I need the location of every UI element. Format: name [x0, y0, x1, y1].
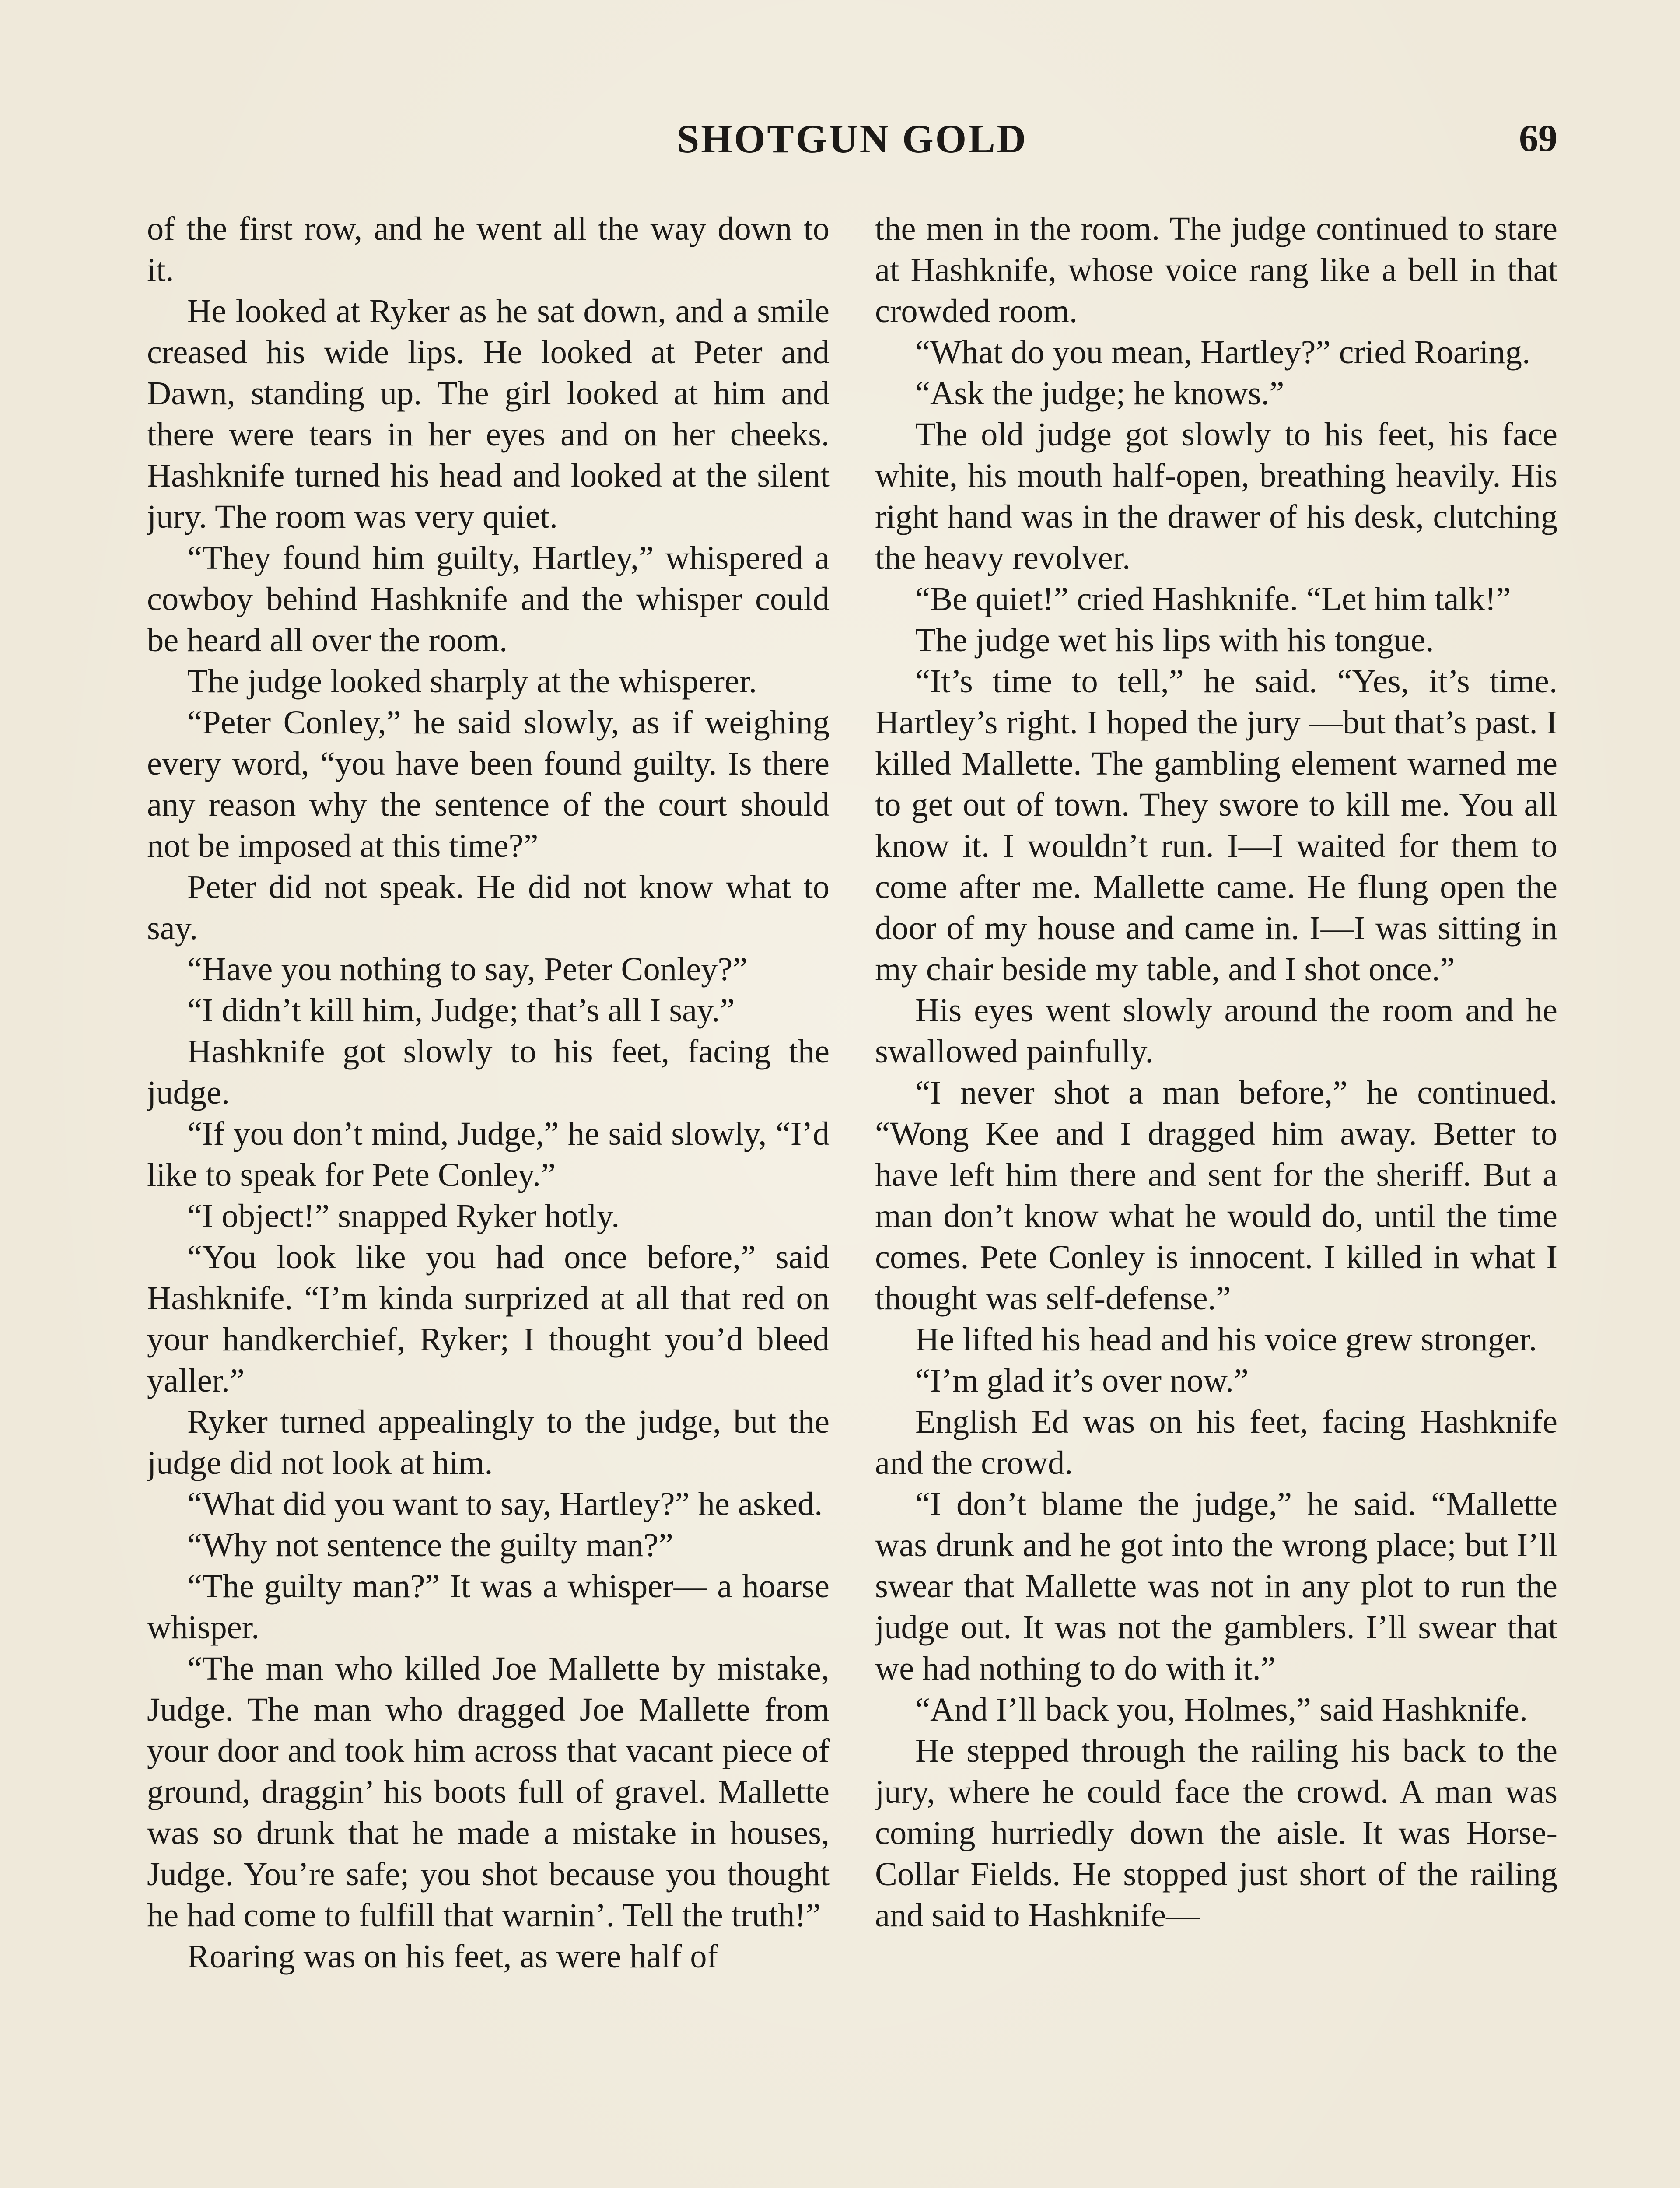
paragraph: “I don’t blame the judge,” he said. “Mallette was drunk and he got into the wrong place; but I’ll swear that Mallette was not in any plot to run the judge out. It was not the gamblers. I’ll swear that we had nothing to do with it.”	[875, 1485, 1558, 1687]
left-text-column	[147, 208, 830, 2188]
paragraph: “Peter Conley,” he said slowly, as if weighing every word, “you have been found guilty. Is there any reason why the sentence of the court should not be imposed at this time?”	[147, 704, 830, 864]
paragraph: The judge wet his lips with his tongue.	[915, 621, 1434, 659]
paragraph: Peter did not speak. He did not know what to say.	[147, 868, 830, 947]
page-number: 69	[1519, 117, 1558, 160]
paragraph: “The man who killed Joe Mallette by mistake, Judge. The man who dragged Joe Mallette from your door and took him across that vacant piece of ground, draggin’ his boots full of gravel. Mallette was so drunk that he made a mistake in houses, Judge. You’re safe; you shot because you thought he had come to fulfill that warnin’. Tell the truth!”	[147, 1650, 830, 1934]
paragraph: “And I’ll back you, Holmes,” said Hashknife.	[915, 1691, 1528, 1728]
paragraph: Ryker turned appealingly to the judge, but the judge did not look at him.	[147, 1403, 830, 1481]
paragraph: Roaring was on his feet, as were half of	[187, 1938, 718, 1975]
paragraph: Hashknife got slowly to his feet, facing the judge.	[147, 1033, 830, 1111]
paragraph: He stepped through the railing his back to the jury, where he could face the crowd. A man was coming hurriedly down the aisle. It was Horse-Collar Fields. He stopped just short of the railing and said to Hashknife—	[875, 1732, 1558, 1934]
paragraph: He lifted his head and his voice grew stronger.	[915, 1321, 1537, 1358]
paragraph: the men in the room. The judge continued to stare at Hashknife, whose voice rang like a bell in that crowded room.	[875, 210, 1558, 330]
paragraph: “Ask the judge; he knows.”	[915, 375, 1284, 412]
paragraph: “If you don’t mind, Judge,” he said slowly, “I’d like to speak for Pete Conley.”	[147, 1115, 830, 1193]
paragraph: The judge looked sharply at the whisperer.	[187, 663, 757, 700]
paragraph: “I’m glad it’s over now.”	[915, 1362, 1249, 1399]
paragraph: The old judge got slowly to his feet, his face white, his mouth half-open, breathing heavily. His right hand was in the drawer of his desk, clutching the heavy revolver.	[875, 416, 1558, 576]
paragraph: English Ed was on his feet, facing Hashknife and the crowd.	[875, 1403, 1558, 1481]
paragraph: “Be quiet!” cried Hashknife. “Let him talk!”	[915, 580, 1511, 617]
paragraph: His eyes went slowly around the room and he swallowed painfully.	[875, 992, 1558, 1070]
paragraph: “I didn’t kill him, Judge; that’s all I say.”	[187, 992, 735, 1029]
paragraph: “I object!” snapped Ryker hotly.	[187, 1197, 620, 1234]
paragraph: “What do you mean, Hartley?” cried Roaring.	[915, 333, 1531, 371]
paragraph: “I never shot a man before,” he continued. “Wong Kee and I dragged him away. Better to have left him there and sent for the sheriff. But a man don’t know what he would do, until the time comes. Pete Conley is innocent. I killed in what I thought was self-defense.”	[875, 1074, 1558, 1317]
paragraph: He looked at Ryker as he sat down, and a smile creased his wide lips. He looked at Peter and Dawn, standing up. The girl looked at him and there were tears in her eyes and on her cheeks. Hashknife turned his head and looked at the silent jury. The room was very quiet.	[147, 292, 830, 535]
paragraph: “Have you nothing to say, Peter Conley?”	[187, 950, 748, 988]
paragraph: “They found him guilty, Hartley,” whispered a cowboy behind Hashknife and the whisper could be heard all over the room.	[147, 539, 830, 659]
page-header	[147, 115, 1558, 163]
paragraph: “It’s time to tell,” he said. “Yes, it’s time. Hartley’s right. I hoped the jury —but that’s past. I killed Mallette. The gambling element warned me to get out of town. They swore to kill me. You all know it. I wouldn’t run. I—I waited for them to come after me. Mallette came. He flung open the door of my house and came in. I—I was sitting in my chair beside my table, and I shot once.”	[875, 663, 1558, 988]
paragraph: “What did you want to say, Hartley?” he asked.	[187, 1485, 823, 1522]
right-text-column	[875, 208, 1558, 2188]
paragraph: “You look like you had once before,” said Hashknife. “I’m kinda surprized at all that red on your handkerchief, Ryker; I thought you’d bleed yaller.”	[147, 1238, 830, 1399]
paragraph: “The guilty man?” It was a whisper— a hoarse whisper.	[147, 1567, 830, 1646]
paragraph: “Why not sentence the guilty man?”	[187, 1526, 673, 1564]
paragraph: of the first row, and he went all the way down to it.	[147, 210, 830, 288]
running-title: SHOTGUN GOLD	[676, 116, 1028, 161]
